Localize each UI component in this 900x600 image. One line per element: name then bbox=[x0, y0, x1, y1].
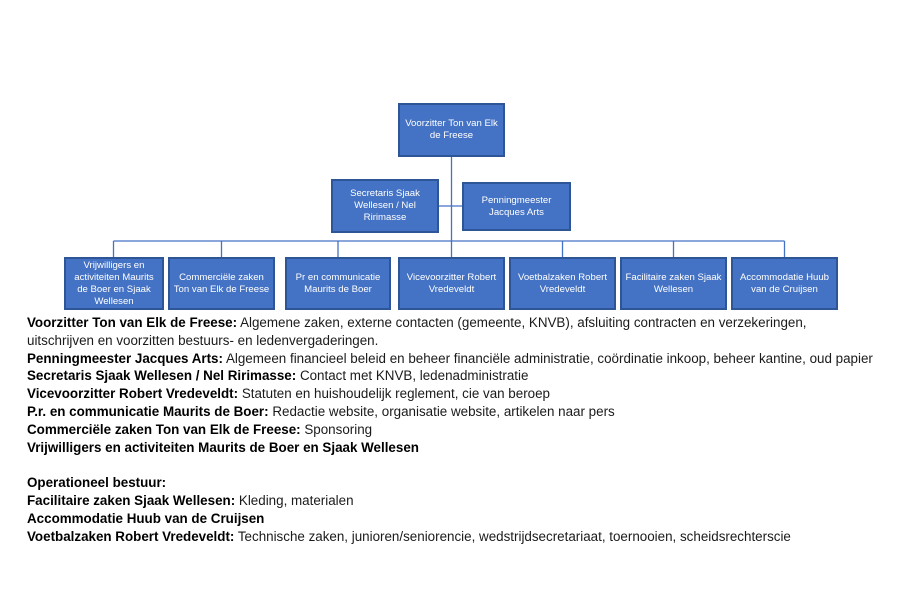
org-node-penningmeester bbox=[462, 182, 571, 231]
role-tasks: Redactie website, organisatie website, artikelen naar pers bbox=[268, 403, 615, 419]
description-line bbox=[27, 367, 875, 385]
org-node-pr-communicatie bbox=[285, 257, 391, 310]
role-name: Voorzitter Ton van Elk de Freese: bbox=[27, 315, 238, 330]
org-node-vicevoorzitter bbox=[398, 257, 505, 310]
org-node-voorzitter bbox=[398, 103, 505, 157]
org-node-label: Vrijwilligers en activiteiten Maurits de Boer en Sjaak Wellesen bbox=[74, 259, 154, 307]
org-node-label: Voetbalzaken Robert Vredeveldt bbox=[517, 271, 608, 295]
description-line bbox=[27, 350, 875, 368]
org-node-facilitaire-zaken bbox=[620, 257, 727, 310]
role-name: Accommodatie Huub van de Cruijsen bbox=[27, 510, 265, 526]
description-line bbox=[27, 403, 875, 421]
role-name: Penningmeester Jacques Arts: bbox=[27, 350, 223, 366]
org-node-label: Commerciële zaken Ton van Elk de Freese bbox=[173, 271, 270, 295]
org-node-label: Penningmeester Jacques Arts bbox=[481, 194, 552, 218]
org-node-commerciele-zaken bbox=[168, 257, 275, 310]
role-tasks: Algemene zaken, externe contacten (gemeente, KNVB), afsluiting contracten en verzekeringen, uitschrijven en voorzitten bestuurs- en ledenvergaderingen. bbox=[27, 315, 807, 348]
org-node-label: Secretaris Sjaak Wellesen / Nel Ririmasse bbox=[350, 188, 420, 223]
role-name: Secretaris Sjaak Wellesen / Nel Ririmasse: bbox=[27, 368, 297, 384]
role-name: Vrijwilligers en activiteiten Maurits de Boer en Sjaak Wellesen bbox=[27, 439, 419, 455]
org-node-vrijwilligers bbox=[64, 257, 164, 310]
role-name: Vicevoorzitter Robert Vredeveldt: bbox=[27, 386, 239, 402]
org-node-voetbalzaken bbox=[509, 257, 616, 310]
org-node-label: Voorzitter Ton van Elk de Freese bbox=[405, 118, 498, 141]
blank-line bbox=[27, 456, 875, 474]
role-name: P.r. en communicatie Maurits de Boer: bbox=[27, 403, 269, 419]
role-tasks: Technische zaken, junioren/seniorencie, wedstrijdsecretariaat, toernooien, scheidsrechterscie bbox=[234, 528, 791, 544]
role-name: Commerciële zaken Ton van Elk de Freese: bbox=[27, 421, 301, 437]
description-line bbox=[27, 492, 875, 510]
role-tasks: Statuten en huishoudelijk reglement, cie van beroep bbox=[238, 386, 551, 402]
role-tasks: Contact met KNVB, ledenadministratie bbox=[296, 368, 529, 384]
role-tasks: Algemeen financieel beleid en beheer financiële administratie, coördinatie inkoop, beheer kantine, oud papier bbox=[222, 350, 873, 366]
org-node-label: Facilitaire zaken Sjaak Wellesen bbox=[625, 271, 722, 295]
description-line bbox=[27, 439, 875, 457]
description-line bbox=[27, 385, 875, 403]
role-name: Voetbalzaken Robert Vredeveldt: bbox=[27, 528, 235, 544]
org-node-secretaris bbox=[331, 179, 439, 233]
operational-heading: Operationeel bestuur: bbox=[27, 475, 167, 491]
org-node-label: Pr en communicatie Maurits de Boer bbox=[295, 271, 381, 295]
org-node-label: Vicevoorzitter Robert Vredeveldt bbox=[406, 271, 497, 295]
role-descriptions bbox=[27, 314, 875, 545]
description-line bbox=[27, 510, 875, 528]
description-line bbox=[27, 421, 875, 439]
role-tasks: Kleding, materialen bbox=[235, 492, 354, 508]
org-node-accommodatie bbox=[731, 257, 838, 310]
description-line bbox=[27, 528, 875, 546]
role-name: Facilitaire zaken Sjaak Wellesen: bbox=[27, 492, 236, 508]
org-node-label: Accommodatie Huub van de Cruijsen bbox=[739, 271, 830, 295]
description-line bbox=[27, 314, 875, 350]
role-tasks: Sponsoring bbox=[300, 421, 373, 437]
